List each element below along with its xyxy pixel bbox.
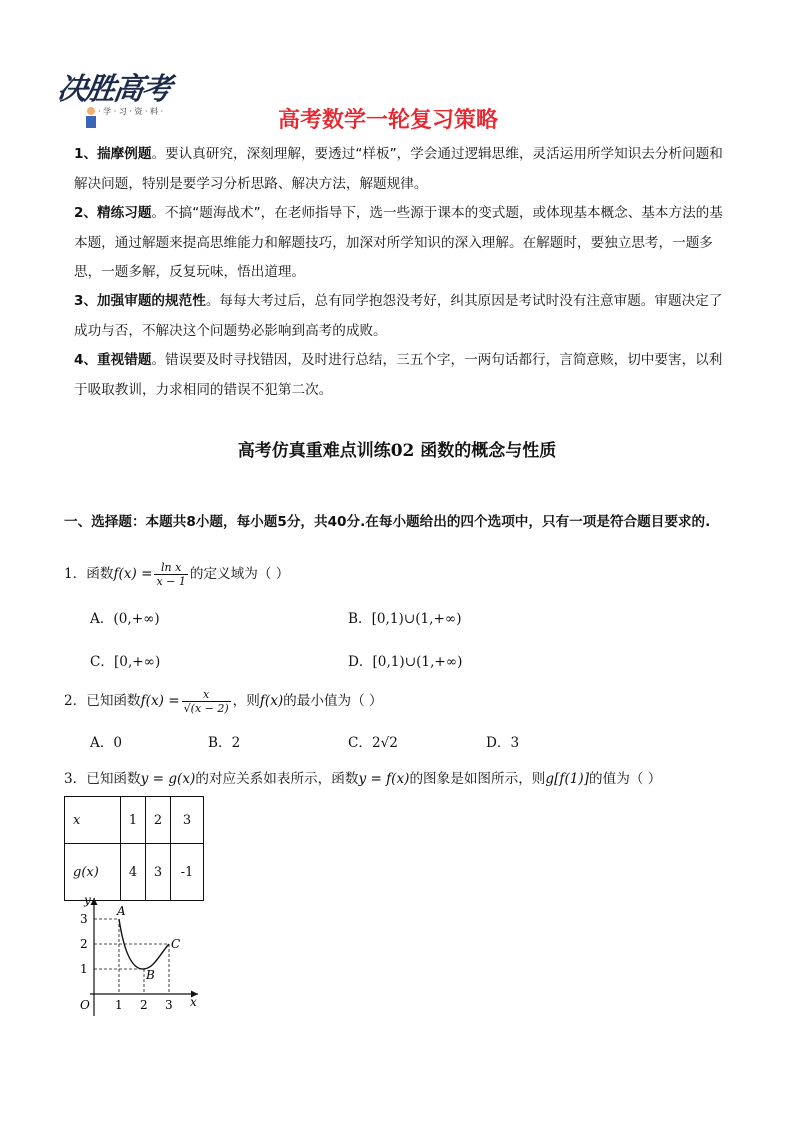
q2-function: f(x) =	[140, 693, 180, 709]
y-tick-label: 1	[80, 962, 88, 976]
question-1	[64, 561, 289, 588]
option-value: [0,1)∪(1,+∞)	[371, 611, 462, 627]
part-intro: 一、选择题：本题共8小题，每小题5分，共40分.在每小题给出的四个选项中，只有一项是符合题目要求的.	[64, 514, 711, 530]
point-label-c: C	[171, 937, 181, 951]
tip-text: 。不搞“题海战术”，在老师指导下，选一些源于课本的变式题，或体现基本概念、基本方法的基本题，通过解题来提高思维能力和解题技巧，加深对所学知识的深入理解。在解题时，要独立思考，一题多思，一题多解，反复玩味，悟出道理。	[74, 205, 723, 280]
q2-prefix: 2．已知函数	[64, 693, 141, 709]
tip-text: 。要认真研究，深刻理解，要透过“样板”，学会通过逻辑思维，灵活运用所学知识去分析问题和解决问题，特别是要学习分析思路、解决方法，解题规律。	[74, 146, 723, 192]
q2-function-ref: f(x)	[259, 693, 284, 709]
logo	[55, 62, 178, 138]
table-cell: 2	[146, 797, 171, 844]
function-graph	[60, 890, 210, 1020]
q1-option-c[interactable]	[90, 650, 160, 670]
tip-label: 1、揣摩例题	[74, 146, 152, 162]
q2-middle: ，则	[232, 693, 260, 709]
option-value: (0,+∞)	[113, 611, 160, 627]
q1-fraction	[154, 561, 187, 588]
q1-suffix: 的定义域为（ ）	[189, 566, 290, 582]
strategy-banner: 高考数学一轮复习策略	[278, 108, 499, 133]
q3-text-d: 的值为（ ）	[589, 771, 662, 787]
logo-text: 决胜高考	[55, 72, 172, 107]
x-tick-label: 3	[165, 998, 173, 1012]
option-label: C．	[348, 735, 372, 751]
tip-1	[74, 140, 724, 199]
option-value: [0,+∞)	[114, 654, 161, 670]
x-axis-label: x	[190, 995, 197, 1009]
option-value: 2√2	[372, 735, 398, 751]
q1-option-a[interactable]	[90, 607, 160, 627]
point-label-a: A	[117, 904, 126, 918]
y-tick-label: 3	[80, 912, 88, 926]
point-label-b: B	[146, 968, 155, 982]
table-row	[65, 797, 204, 844]
tip-2	[74, 199, 724, 288]
y-axis-label: y	[84, 893, 91, 907]
tip-label: 2、精练习题	[74, 205, 152, 221]
q2-option-a[interactable]	[90, 731, 122, 751]
q3-yf: y = f(x)	[358, 771, 410, 787]
q1-numerator: ln x	[154, 561, 187, 575]
logo-figure-icon	[84, 106, 98, 130]
question-3	[64, 767, 661, 787]
q3-text-a: 3．已知函数	[64, 771, 141, 787]
table-cell: x	[65, 797, 121, 844]
q1-function: f(x) =	[113, 566, 153, 582]
q2-option-b[interactable]	[208, 731, 240, 751]
option-value: 0	[113, 735, 123, 751]
q2-numerator: x	[182, 688, 231, 702]
logo-subtext: · 学 · 习 · 资 · 料 ·	[98, 107, 164, 116]
option-label: C．	[90, 654, 114, 670]
tip-text: 。错误要及时寻找错因，及时进行总结，三五个字，一两句话都行，言简意赅，切中要害，以利于吸取教训，力求相同的错误不犯第二次。	[74, 352, 723, 398]
y-tick-label: 2	[80, 937, 88, 951]
option-value: 2	[231, 735, 241, 751]
q1-option-d[interactable]	[348, 650, 462, 670]
x-tick-label: 1	[115, 998, 123, 1012]
question-2	[64, 688, 383, 715]
g-table	[64, 796, 204, 901]
section-title: 高考仿真重难点训练02 函数的概念与性质	[237, 441, 557, 461]
q2-denominator: √(x − 2)	[183, 702, 229, 715]
tip-text: 。每每大考过后，总有同学抱怨没考好，纠其原因是考试时没有注意审题。审题决定了成功与否，不解决这个问题势必影响到高考的成败。	[74, 293, 723, 339]
tip-label: 3、加强审题的规范性	[74, 293, 206, 309]
option-label: D．	[348, 654, 373, 670]
q3-gf: g[f(1)]	[545, 771, 590, 787]
option-label: A．	[90, 735, 114, 751]
q3-yg: y = g(x)	[140, 771, 196, 787]
option-value: 3	[510, 735, 520, 751]
q2-option-c[interactable]	[348, 731, 398, 751]
q2-suffix: 的最小值为（ ）	[283, 693, 383, 709]
table-cell: 3	[171, 797, 204, 844]
q1-denominator: x − 1	[156, 575, 186, 588]
option-value: [0,1)∪(1,+∞)	[372, 654, 463, 670]
origin-label: O	[80, 998, 90, 1012]
table-cell: g(x)	[65, 844, 121, 901]
table-cell: 4	[121, 844, 146, 901]
table-cell: 1	[121, 797, 146, 844]
option-label: B．	[348, 611, 372, 627]
x-tick-label: 2	[140, 998, 148, 1012]
option-label: D．	[486, 735, 511, 751]
option-label: A．	[90, 611, 114, 627]
tip-3	[74, 287, 724, 346]
q3-text-b: 的对应关系如表所示，函数	[195, 771, 359, 787]
option-label: B．	[208, 735, 232, 751]
q1-prefix: 1．函数	[64, 566, 114, 582]
q1-option-b[interactable]	[348, 607, 462, 627]
q2-option-d[interactable]	[486, 731, 519, 751]
tip-label: 4、重视错题	[74, 352, 152, 368]
tip-4	[74, 346, 724, 405]
q3-text-c: 的图象是如图所示，则	[409, 771, 546, 787]
table-cell: 3	[146, 844, 171, 901]
q2-fraction	[182, 688, 231, 715]
table-cell: -1	[171, 844, 204, 901]
